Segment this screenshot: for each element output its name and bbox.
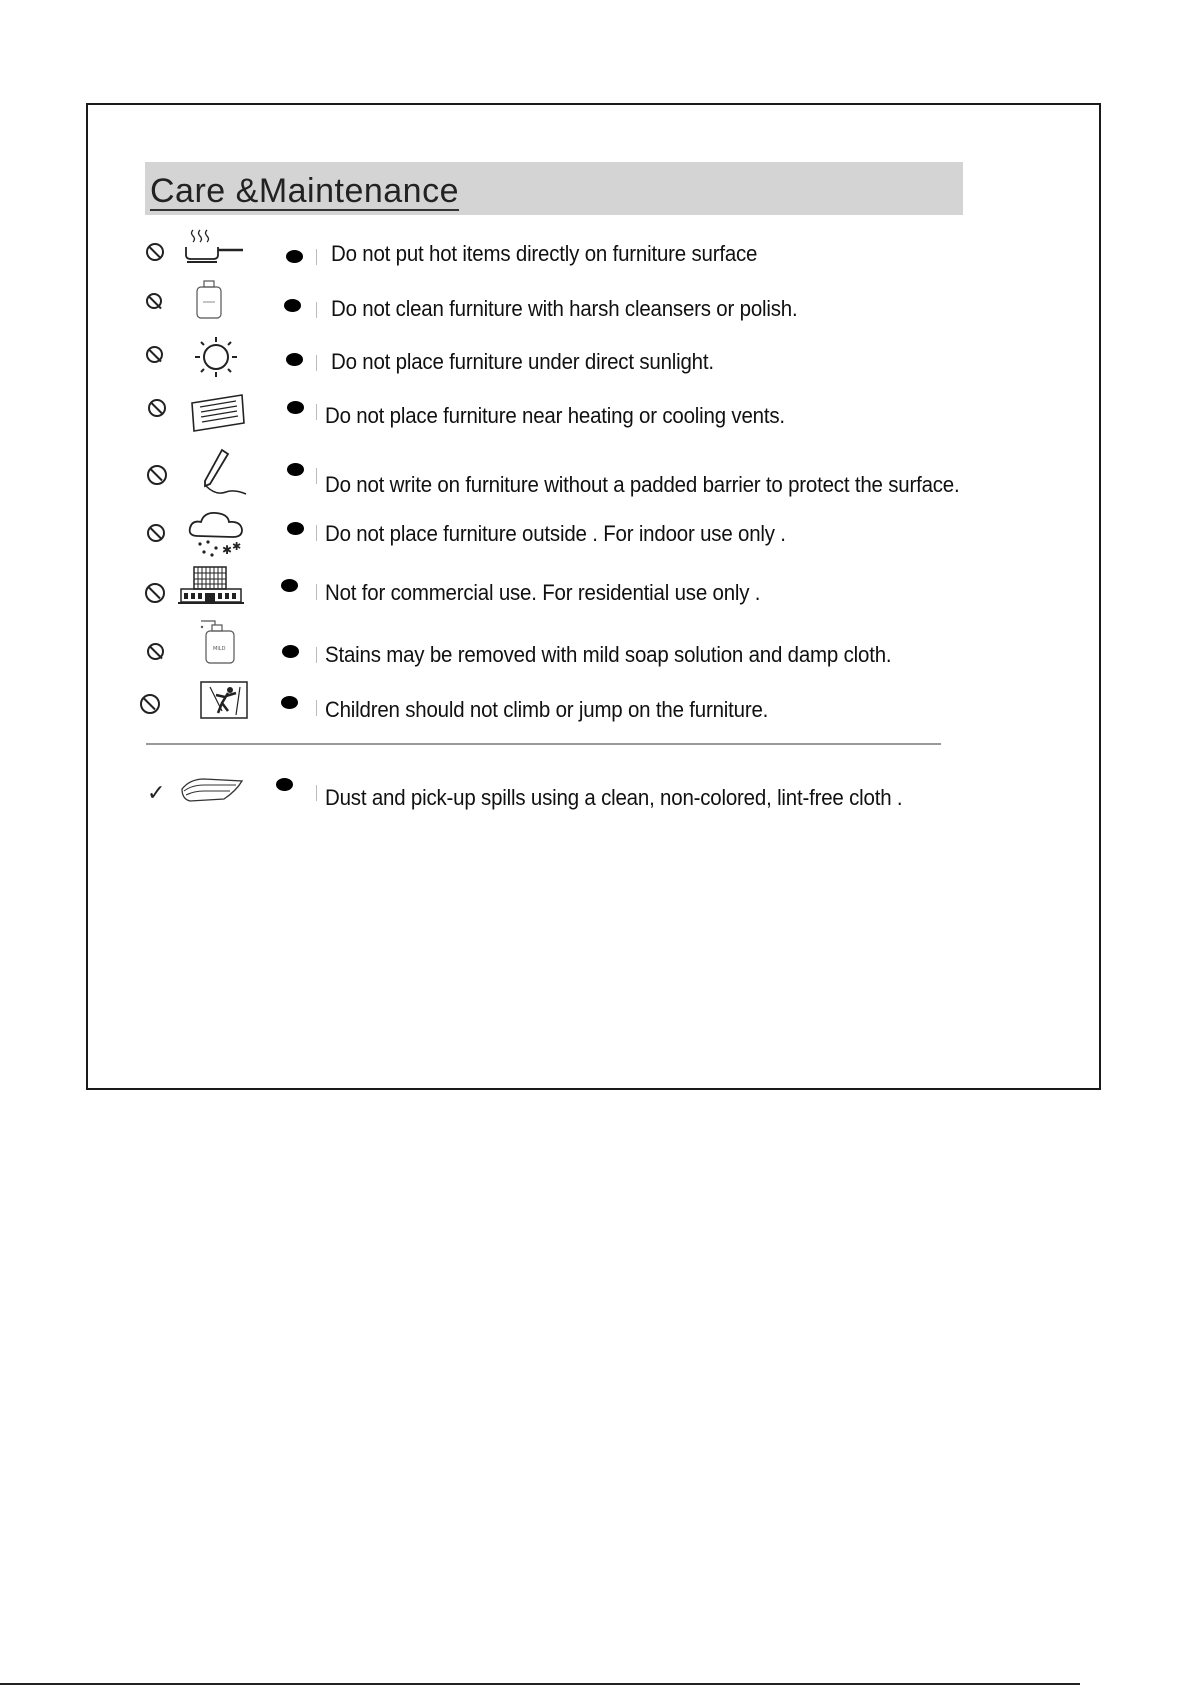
separator bbox=[316, 468, 317, 484]
care-item-text: Do not clean furniture with harsh cleansers or polish. bbox=[331, 296, 798, 321]
prohibited-icon bbox=[146, 293, 162, 309]
bullet-icon bbox=[287, 401, 304, 414]
separator bbox=[316, 404, 317, 420]
separator bbox=[316, 584, 317, 600]
prohibited-icon bbox=[148, 399, 166, 417]
separator bbox=[316, 525, 317, 541]
check-icon: ✓ bbox=[147, 780, 166, 805]
prohibited-icon bbox=[146, 243, 164, 261]
care-item-text: Not for commercial use. For residential use only . bbox=[325, 580, 761, 605]
separator bbox=[316, 302, 317, 318]
svg-text:✱: ✱ bbox=[232, 540, 242, 553]
bullet-icon bbox=[282, 645, 299, 658]
bullet-icon bbox=[287, 463, 304, 476]
prohibited-icon bbox=[147, 524, 165, 542]
cleanser-bottle-icon bbox=[194, 280, 224, 320]
care-item-text: Do not write on furniture without a padded barrier to protect the surface. bbox=[325, 472, 960, 497]
prohibited-icon bbox=[140, 694, 160, 714]
care-item-text: Dust and pick-up spills using a clean, non-colored, lint-free cloth . bbox=[325, 785, 903, 810]
bullet-icon bbox=[287, 522, 304, 535]
pen-icon bbox=[196, 448, 248, 498]
section-divider bbox=[146, 743, 941, 745]
sun-icon bbox=[192, 336, 240, 378]
care-item-text: Do not place furniture near heating or cooling vents. bbox=[325, 403, 785, 428]
separator bbox=[316, 700, 317, 716]
cloth-icon bbox=[180, 775, 246, 805]
vent-icon bbox=[188, 393, 248, 435]
svg-text:✱: ✱ bbox=[222, 543, 233, 557]
separator bbox=[316, 647, 317, 663]
separator bbox=[316, 355, 317, 371]
page-title: Care &Maintenance bbox=[150, 172, 460, 210]
bullet-icon bbox=[286, 250, 303, 263]
bullet-icon bbox=[281, 696, 298, 709]
care-item-text: Do not place furniture under direct sunlight. bbox=[331, 349, 714, 374]
separator bbox=[316, 249, 317, 265]
separator bbox=[316, 785, 317, 801]
prohibited-icon bbox=[147, 465, 167, 485]
bullet-icon bbox=[284, 299, 301, 312]
care-item-text: Children should not climb or jump on the furniture. bbox=[325, 697, 769, 722]
bullet-icon bbox=[281, 579, 298, 592]
building-icon bbox=[178, 565, 244, 605]
snow-cloud-icon bbox=[186, 508, 248, 558]
hot-pan-icon bbox=[183, 228, 245, 264]
prohibited-icon bbox=[146, 346, 163, 363]
care-item-text: Stains may be removed with mild soap solution and damp cloth. bbox=[325, 642, 892, 667]
bullet-icon bbox=[276, 778, 293, 791]
svg-text:MILD: MILD bbox=[213, 646, 226, 652]
bullet-icon bbox=[286, 353, 303, 366]
care-item-text: Do not put hot items directly on furniture surface bbox=[331, 241, 758, 266]
soap-bottle-icon bbox=[197, 617, 241, 665]
climbing-child-icon bbox=[200, 681, 250, 721]
prohibited-icon bbox=[145, 583, 165, 603]
care-item-text: Do not place furniture outside . For indoor use only . bbox=[325, 521, 786, 546]
prohibited-icon bbox=[147, 643, 164, 660]
